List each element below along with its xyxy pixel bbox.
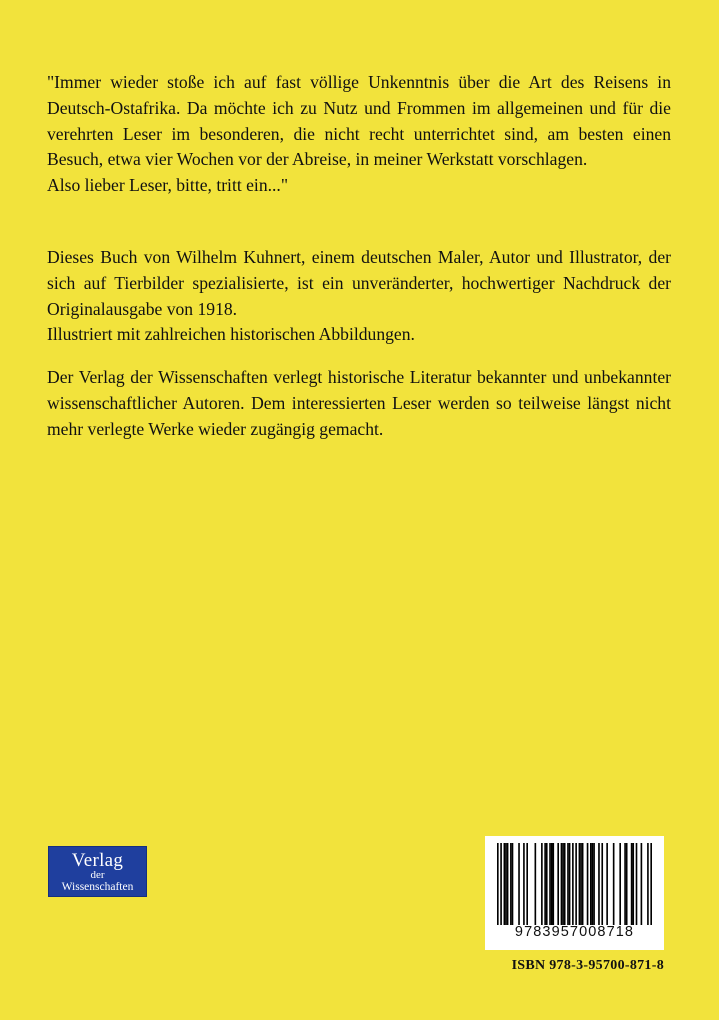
barcode-bar [504, 843, 506, 925]
barcode-bar [593, 843, 595, 925]
about-block [47, 245, 671, 348]
barcode-bars [497, 843, 652, 925]
logo-line-verlag: Verlag [71, 850, 124, 871]
barcode-bar [518, 843, 520, 925]
barcode-bar [507, 843, 509, 925]
barcode-bar [626, 843, 628, 925]
barcode-bar [587, 843, 589, 925]
barcode-bar [572, 843, 574, 925]
barcode-bar [569, 843, 571, 925]
barcode-bar [510, 843, 512, 925]
barcode-bar [647, 843, 649, 925]
barcode-bar [535, 843, 537, 925]
barcode-bar [526, 843, 528, 925]
quote-paragraph: "Immer wieder stoße ich auf fast völlige Unkenntnis über die Art des Reisens in Deutsch-Ostafrika. Da möchte ich zu Nutz und Frommen im allgemeinen und für die verehrten Leser im besonderen, die nicht recht unterrichtet sind, am besten einen Besuch, etwa vier Wochen vor der Abreise, in meiner Werkstatt vorschlagen. [47, 72, 671, 170]
barcode-bar [497, 843, 499, 925]
barcode-bar [549, 843, 551, 925]
barcode-bar [632, 843, 634, 925]
barcode-bar [641, 843, 643, 925]
barcode-bar [636, 843, 638, 925]
barcode-bar [590, 843, 592, 925]
barcode-bar [631, 843, 633, 925]
barcode-bar [601, 843, 603, 925]
barcode-bar [624, 843, 626, 925]
barcode-bar [613, 843, 615, 925]
barcode-bar [562, 843, 564, 925]
isbn-label: ISBN 978-3-95700-871-8 [511, 958, 664, 973]
illustrated-note: Illustriert mit zahlreichen historischen Abbildungen. [47, 324, 415, 345]
barcode-bar [505, 843, 507, 925]
barcode-bar [561, 843, 563, 925]
publisher-logo [48, 846, 147, 897]
barcode-bar [552, 843, 554, 925]
barcode-bar [619, 843, 621, 925]
barcode-bar [598, 843, 600, 925]
quote-block [47, 70, 671, 199]
barcode-bar [606, 843, 608, 925]
barcode-bar [557, 843, 559, 925]
publisher-block [47, 365, 671, 442]
barcode-bar [582, 843, 584, 925]
barcode-bar [512, 843, 514, 925]
barcode-bar [523, 843, 525, 925]
barcode-bar [541, 843, 543, 925]
publisher-paragraph: Der Verlag der Wissenschaften verlegt historische Literatur bekannter und unbekannter wissenschaftlicher Autoren. Dem interessierten Leser werden so teilweise längst nicht mehr verlegte Werke wieder zugängig gemacht. [47, 367, 671, 439]
barcode-bar [580, 843, 582, 925]
logo-line-der: der [90, 869, 105, 881]
barcode-bar [567, 843, 569, 925]
barcode-bar [592, 843, 594, 925]
barcode-bar [575, 843, 577, 925]
barcode-bar [579, 843, 581, 925]
barcode-digits: 9783957008718 [514, 924, 635, 940]
about-paragraph: Dieses Buch von Wilhelm Kuhnert, einem deutschen Maler, Autor und Illustrator, der sich auf Tierbilder spezialisierte, ist ein unveränderter, hochwertiger Nachdruck der Originalausgabe von 1918. [47, 247, 671, 319]
logo-line-wissenschaften: Wissenschaften [61, 881, 134, 893]
barcode-bar [544, 843, 546, 925]
barcode-bar [650, 843, 652, 925]
quote-closing-line: Also lieber Leser, bitte, tritt ein..." [47, 175, 288, 196]
barcode-bar [564, 843, 566, 925]
barcode-bar [546, 843, 548, 925]
barcode-bar [551, 843, 553, 925]
barcode-bar [500, 843, 502, 925]
barcode [485, 836, 664, 950]
